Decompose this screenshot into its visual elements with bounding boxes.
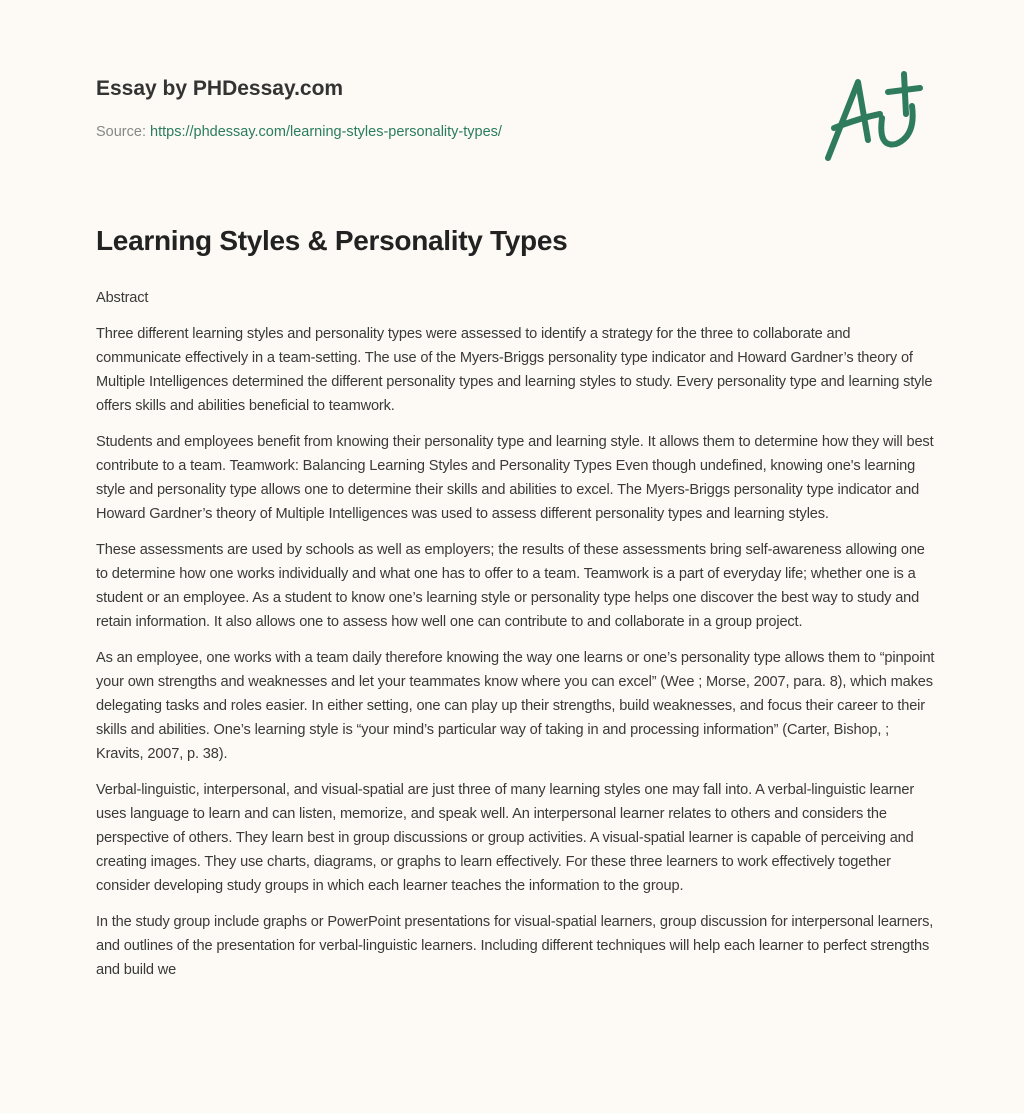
a-plus-logo-icon [820, 70, 930, 165]
paragraph: Three different learning styles and personality types were assessed to identify a strategy for the three to collaborate and communicate effectively in a team-setting. The use of the Myers-Briggs personality type indicator and Howard Gardner’s theory of Multiple Intelligences determined the different personality types and learning styles to study. Every personality type and learning style offers skills and abilities beneficial to teamwork. [96, 326, 933, 414]
source-link[interactable]: https://phdessay.com/learning-styles-personality-types/ [150, 124, 502, 140]
source-label: Source: [96, 124, 146, 140]
essay-content [96, 286, 936, 994]
paragraph: Verbal-linguistic, interpersonal, and visual-spatial are just three of many learning styles one may fall into. A verbal-linguistic learner uses language to learn and can listen, memorize, and speak well. An interpersonal learner relates to others and considers the perspective of others. They learn best in group discussions or group activities. A visual-spatial learner is capable of perceiving and creating images. They use charts, diagrams, or graphs to learn effectively. For these three learners to work effectively together consider developing study groups in which each learner teaches the information to the group. [96, 782, 915, 894]
page-title: Learning Styles & Personality Types [96, 225, 568, 256]
paragraph: As an employee, one works with a team daily therefore knowing the way one learns or one’s personality type allows them to “pinpoint your own strengths and weaknesses and let your teammates know where you can excel” (Wee ; Morse, 2007, para. 8), which makes delegating tasks and roles easier. In either setting, one can play up their strengths, build weaknesses, and focus their career to their skills and abilities. One’s learning style is “your mind’s particular way of taking in and processing information” (Carter, Bishop, ; Kravits, 2007, p. 38). [96, 650, 935, 762]
paragraph: In the study group include graphs or PowerPoint presentations for visual-spatial learners, group discussion for interpersonal learners, and outlines of the presentation for verbal-linguistic learners. Including different techniques will help each learner to perfect strengths and build we [96, 914, 934, 978]
section-label: Abstract [96, 290, 149, 306]
paragraph: Students and employees benefit from knowing their personality type and learning style. It allows them to determine how they will best contribute to a team. Teamwork: Balancing Learning Styles and Personality Types Even though undefined, knowing one's learning style and personality type allows one to determine their skills and abilities to excel. The Myers-Briggs personality type indicator and Howard Gardner’s theory of Multiple Intelligences was used to assess different personality types and learning styles. [96, 434, 934, 522]
paragraph: These assessments are used by schools as well as employers; the results of these assessments bring self-awareness allowing one to determine how one works individually and what one has to offer to a team. Teamwork is a part of everyday life; whether one is a student or an employee. As a student to know one’s learning style or personality type helps one discover the best way to study and retain information. It also allows one to assess how well one can contribute to and collaborate in a group project. [96, 542, 925, 630]
source-line [96, 124, 502, 140]
site-brand: Essay by PHDessay.com [96, 77, 344, 100]
